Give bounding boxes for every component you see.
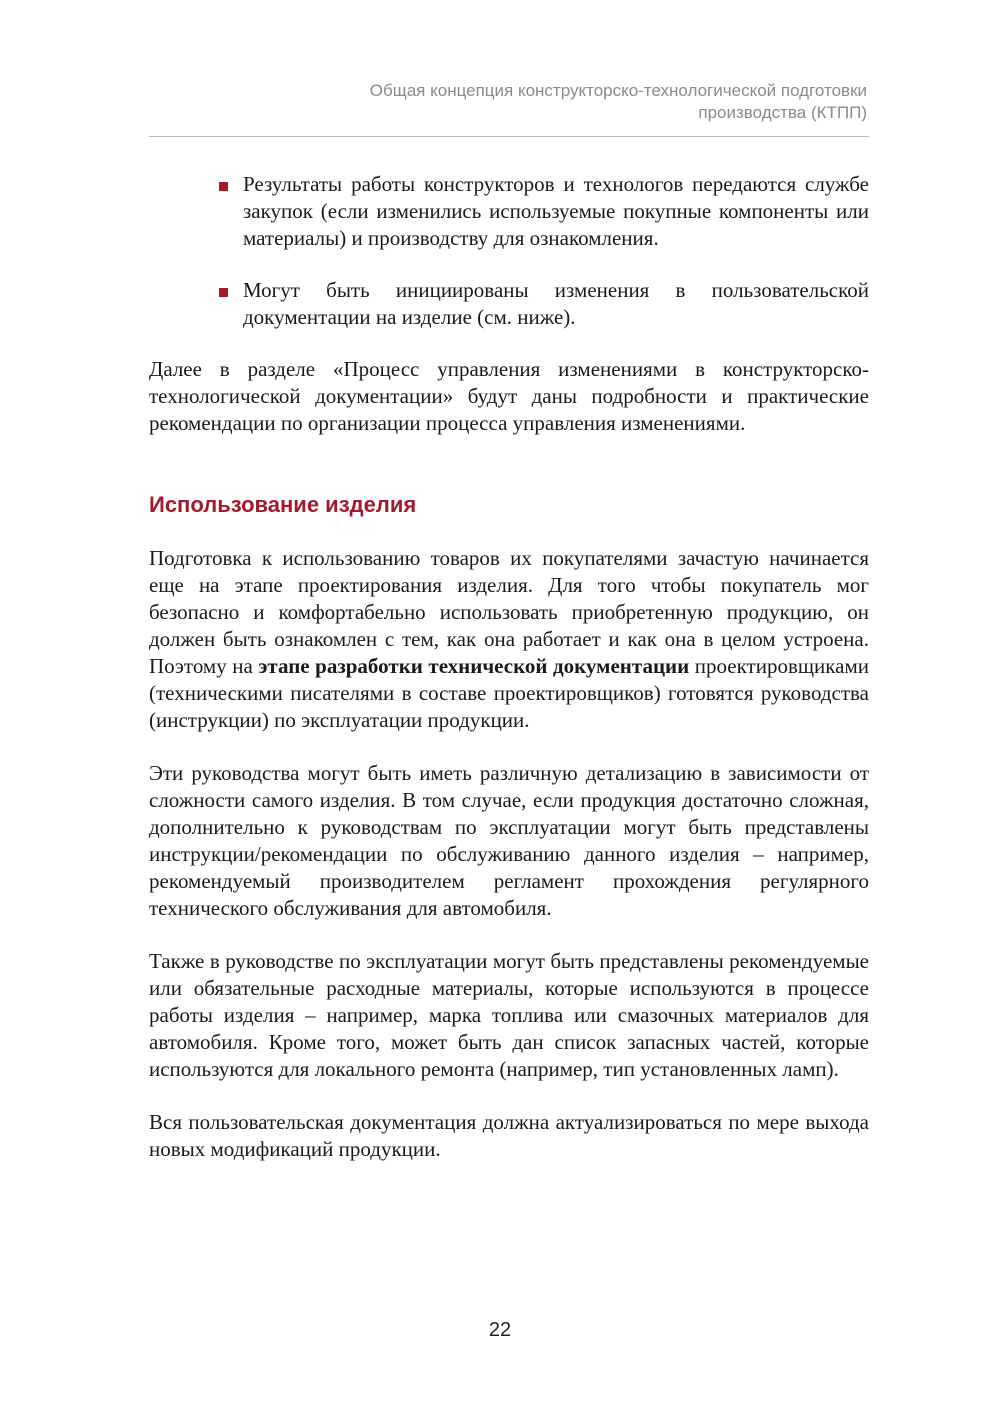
running-header-line-1: Общая концепция конструкторско-технологической подготовки xyxy=(369,81,867,100)
running-header-line-2: производства (КТПП) xyxy=(698,103,867,122)
section-paragraph-1 xyxy=(149,545,869,734)
page-content xyxy=(149,171,869,1189)
square-bullet-icon xyxy=(219,288,228,297)
bullet-text: Могут быть инициированы изменения в пользовательской документации на изделие (см. ниже). xyxy=(243,278,869,329)
bullet-text: Результаты работы конструкторов и технологов передаются службе закупок (если изменились используемые покупные компоненты или материалы) и производству для ознакомления. xyxy=(243,172,869,250)
section-heading: Использование изделия xyxy=(149,492,417,517)
section-paragraph-3: Также в руководстве по эксплуатации могут быть представлены рекомендуемые или обязательные расходные материалы, которые используются в процессе работы изделия – например, марка топлива или смазочных материалов для автомобиля. Кроме того, может быть дан список запасных частей, которые используются для локального ремонта (например, тип установленных ламп). xyxy=(149,949,869,1081)
square-bullet-icon xyxy=(219,182,228,191)
bullet-item xyxy=(149,171,869,252)
paragraph-text: Подготовка к использованию товаров их покупателями зачастую начинается еще на этапе проектирования изделия. Для того чтобы покупатель мог безопасно и комфортабельно использовать приобретенную продукцию, он должен быть ознакомлен с тем, как она работает и как она в целом устроена. Поэтому на xyxy=(149,546,869,678)
emphasis-text: этапе разработки технической документации xyxy=(258,654,690,678)
page-number: 22 xyxy=(488,1319,512,1341)
section-paragraph-4: Вся пользовательская документация должна актуализироваться по мере выхода новых модификаций продукции. xyxy=(149,1110,869,1161)
bullet-list xyxy=(149,171,869,331)
section-paragraph-2: Эти руководства могут быть иметь различную детализацию в зависимости от сложности самого изделия. В том случае, если продукция достаточно сложная, дополнительно к руководствам по эксплуатации могут быть представлены инструкции/рекомендации по обслуживанию данного изделия – например, рекомендуемый производителем регламент прохождения регулярного технического обслуживания для автомобиля. xyxy=(149,761,869,920)
intro-paragraph: Далее в разделе «Процесс управления изменениями в конструкторско-технологической документации» будут даны подробности и практические рекомендации по организации процесса управления изменениями. xyxy=(149,357,869,435)
bullet-item xyxy=(149,277,869,331)
paragraph-text: проектировщиками (техническими писателями в составе проектировщиков) готовятся руководства (инструкции) по эксплуатации продукции. xyxy=(149,654,869,732)
running-header xyxy=(247,80,867,124)
header-divider xyxy=(149,136,869,137)
